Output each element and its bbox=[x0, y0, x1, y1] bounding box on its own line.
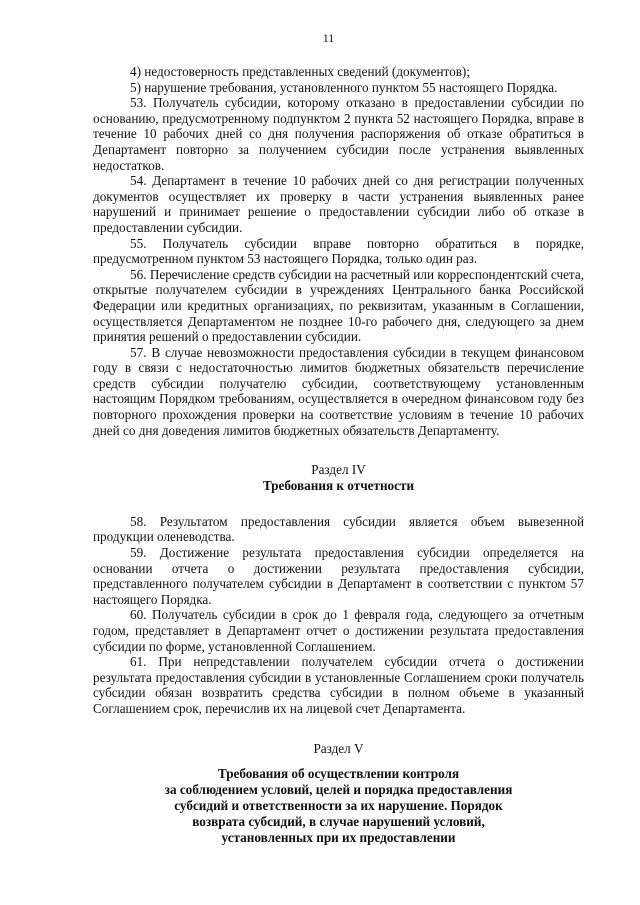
paragraph: 4) недостоверность представленных сведений (документов); bbox=[130, 64, 470, 79]
section-iv-body bbox=[93, 514, 584, 717]
paragraph: 58. Результатом предоставления субсидии является объем вывезенной продукции оленеводства. bbox=[93, 513, 584, 545]
page-number: 11 bbox=[322, 31, 335, 45]
paragraph: 57. В случае невозможности предоставления субсидии в текущем финансовом году в связи с недостаточностью лимитов бюджетных обязательств перечисление средств субсидии получателю субсидии, соответствующему установленным настоящим Порядком требованиям, осуществляется в очередном финансовом году без повторного прохождения проверки на соответствие условиям в течение 10 рабочих дней со дня доведения лимитов бюджетных обязательств Департаменту. bbox=[93, 344, 584, 438]
paragraph: 59. Достижение результата предоставления субсидии определяется на основании отчета о достижении результата предоставления субсидии, представленного получателем субсидии в Департамент в соответствии с пунктом 57 настоящего Порядка. bbox=[93, 545, 584, 607]
section-iv-title: Требования к отчетности bbox=[262, 477, 415, 493]
section-v-title bbox=[93, 766, 584, 846]
paragraph: 60. Получатель субсидии в срок до 1 февраля года, следующего за отчетным годом, представляет в Департамент отчет о достижении результата предоставления субсидии по форме, установленной Соглашением. bbox=[93, 607, 584, 654]
paragraph: 53. Получатель субсидии, которому отказано в предоставлении субсидии по основанию, предусмотренному подпунктом 2 пункта 52 настоящего Порядка, вправе в течение 10 рабочих дней со дня получения распоряжения об отказе обратиться в Департамент повторно за получением субсидии после устранения выявленных недостатков. bbox=[93, 95, 584, 173]
paragraph: 56. Перечисление средств субсидии на расчетный или корреспондентский счета, открытые получателем субсидии в учреждениях Центрального банка Российской Федерации или кредитных организациях, по реквизитам, указанным в Соглашении, осуществляется Департаментом не позднее 10-го рабочего дня, следующего за днем принятия решений о предоставлении субсидии. bbox=[93, 266, 584, 345]
section-v-heading: Раздел V bbox=[313, 740, 364, 756]
section-v-title-line: за соблюдением условий, целей и порядка предоставления bbox=[164, 782, 513, 798]
section-v-title-line: Требования об осуществлении контроля bbox=[217, 766, 460, 782]
section-v-title-line: установленных при их предоставлении bbox=[221, 830, 456, 846]
paragraph: 61. При непредставлении получателем субсидии отчета о достижении результата предоставления субсидии в установленные Соглашением сроки получатель субсидии обязан возвратить средства субсидии в полном объеме в указанный Соглашением срок, перечислив их на лицевой счет Департамента. bbox=[93, 654, 584, 716]
section-v-title-line: возврата субсидий, в случае нарушений условий, bbox=[192, 814, 485, 830]
paragraph: 55. Получатель субсидии вправе повторно обратиться в порядке, предусмотренном пунктом 53 настоящего Порядка, только один раз. bbox=[93, 235, 584, 267]
paragraph: 54. Департамент в течение 10 рабочих дней со дня регистрации полученных документов осуществляет их проверку в части устранения выявленных ранее нарушений и принимает решение о предоставлении субсидии либо об отказе в предоставлении субсидии. bbox=[93, 173, 584, 235]
section-v-title-line: субсидий и ответственности за их нарушение. Порядок bbox=[174, 798, 503, 814]
section-iv-heading: Раздел IV bbox=[311, 462, 366, 478]
paragraphs-top bbox=[93, 64, 584, 438]
paragraph: 5) нарушение требования, установленного пунктом 55 настоящего Порядка. bbox=[130, 79, 558, 95]
